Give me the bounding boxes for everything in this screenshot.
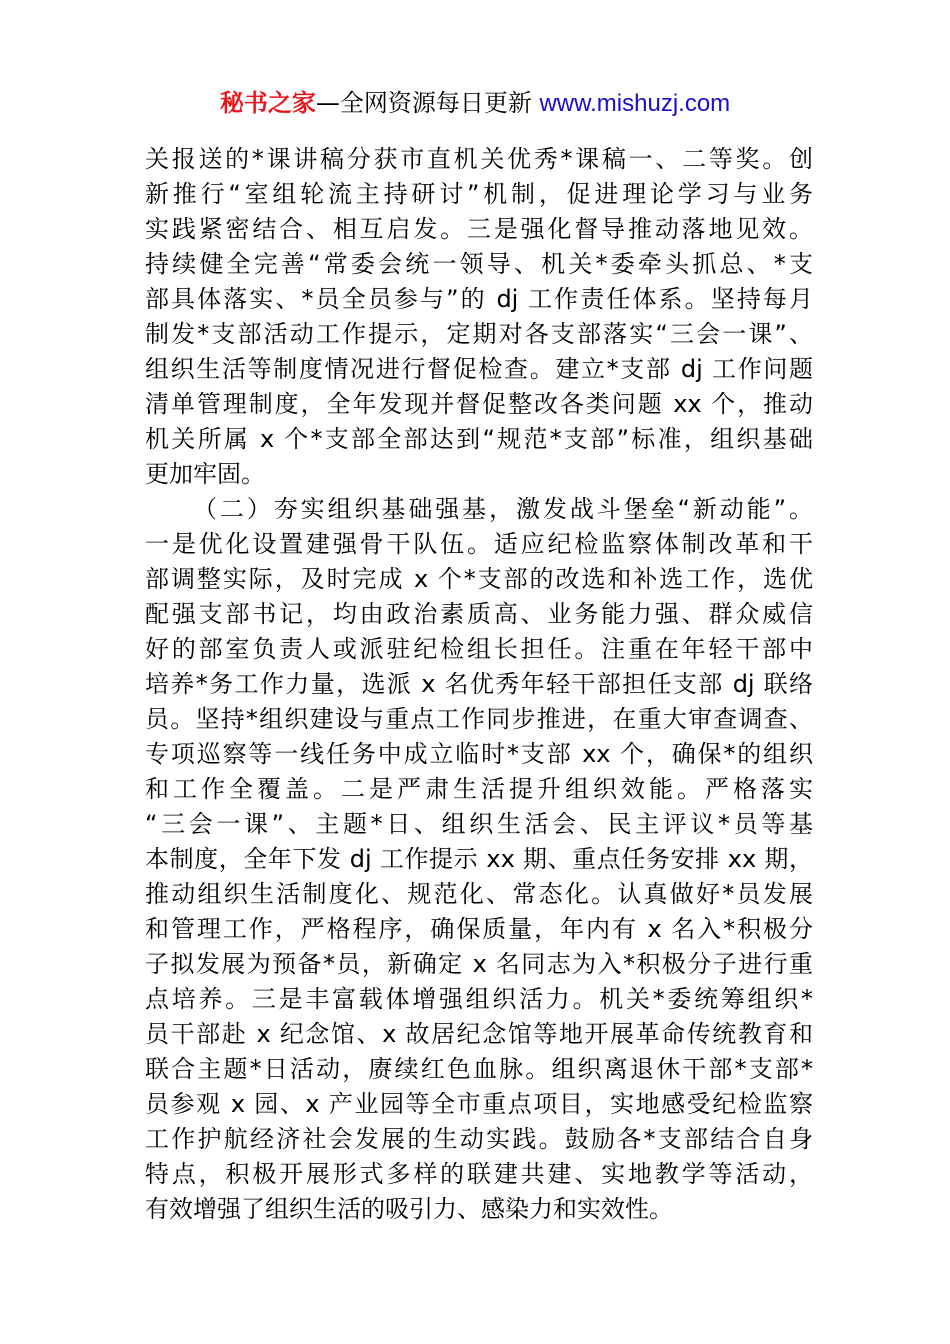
text-line: 员干部赴 x 纪念馆、x 故居纪念馆等地开展革命传统教育和 — [145, 1020, 813, 1048]
text-line: 员。坚持*组织建设与重点工作同步推进，在重大审查调查、 — [145, 705, 813, 733]
text-line: 持续健全完善“常委会统一领导、机关*委牵头抓总、*支 — [145, 250, 813, 278]
text-line: 和工作全覆盖。二是严肃生活提升组织效能。严格落实 — [145, 775, 813, 803]
text-line: 一是优化设置建强骨干队伍。适应纪检监察体制改革和干 — [145, 530, 813, 558]
text-line: 培养*务工作力量，选派 x 名优秀年轻干部担任支部 dj 联络 — [145, 670, 813, 698]
text-line: 实践紧密结合、相互启发。三是强化督导推动落地见效。 — [145, 215, 813, 243]
text-line: 配强支部书记，均由政治素质高、业务能力强、群众威信 — [145, 600, 813, 628]
text-line: 好的部室负责人或派驻纪检组长担任。注重在年轻干部中 — [145, 635, 813, 663]
text-line: 员参观 x 园、x 产业园等全市重点项目，实地感受纪检监察 — [145, 1090, 813, 1118]
text-line: 组织生活等制度情况进行督促检查。建立*支部 dj 工作问题 — [145, 355, 813, 383]
text-line: 更加牢固。 — [145, 460, 265, 488]
text-line: 部调整实际，及时完成 x 个*支部的改选和补选工作，选优 — [145, 565, 813, 593]
brand-name: 秘书之家 — [219, 89, 316, 117]
text-line: 关报送的*课讲稿分获市直机关优秀*课稿一、二等奖。创 — [145, 145, 813, 173]
text-line: 机关所属 x 个*支部全部达到“规范*支部”标准，组织基础 — [145, 425, 813, 453]
text-line: 和管理工作，严格程序，确保质量，年内有 x 名入*积极分 — [145, 915, 813, 943]
text-line: “三会一课”、主题*日、组织生活会、民主评议*员等基 — [145, 810, 813, 838]
text-line: 制发*支部活动工作提示，定期对各支部落实“三会一课”、 — [145, 320, 813, 348]
site-url-link[interactable]: www.mishuzj.com — [539, 90, 731, 117]
text-line: 有效增强了组织生活的吸引力、感染力和实效性。 — [145, 1195, 673, 1223]
text-line: 本制度，全年下发 dj 工作提示 xx 期、重点任务安排 xx 期， — [145, 845, 813, 873]
text-line: 专项巡察等一线任务中成立临时*支部 xx 个，确保*的组织 — [145, 740, 813, 768]
text-line: 推动组织生活制度化、规范化、常态化。认真做好*员发展 — [145, 880, 813, 908]
text-line: 子拟发展为预备*员，新确定 x 名同志为入*积极分子进行重 — [145, 950, 813, 978]
page-header — [0, 86, 950, 121]
document-body — [145, 142, 813, 1227]
text-line: 点培养。三是丰富载体增强组织活力。机关*委统筹组织* — [145, 985, 813, 1013]
text-line: 部具体落实、*员全员参与”的 dj 工作责任体系。坚持每月 — [145, 285, 813, 313]
text-line: 联合主题*日活动，赓续红色血脉。组织离退休干部*支部* — [145, 1055, 813, 1083]
header-tagline: —全网资源每日更新 — [315, 89, 540, 117]
text-line: 清单管理制度，全年发现并督促整改各类问题 xx 个，推动 — [145, 390, 813, 418]
text-line: 特点，积极开展形式多样的联建共建、实地教学等活动， — [145, 1160, 813, 1188]
text-line: （二）夯实组织基础强基，激发战斗堡垒“新动能”。 — [193, 495, 813, 523]
text-line: 工作护航经济社会发展的生动实践。鼓励各*支部结合自身 — [145, 1125, 813, 1153]
text-line: 新推行“室组轮流主持研讨”机制，促进理论学习与业务 — [145, 180, 813, 208]
